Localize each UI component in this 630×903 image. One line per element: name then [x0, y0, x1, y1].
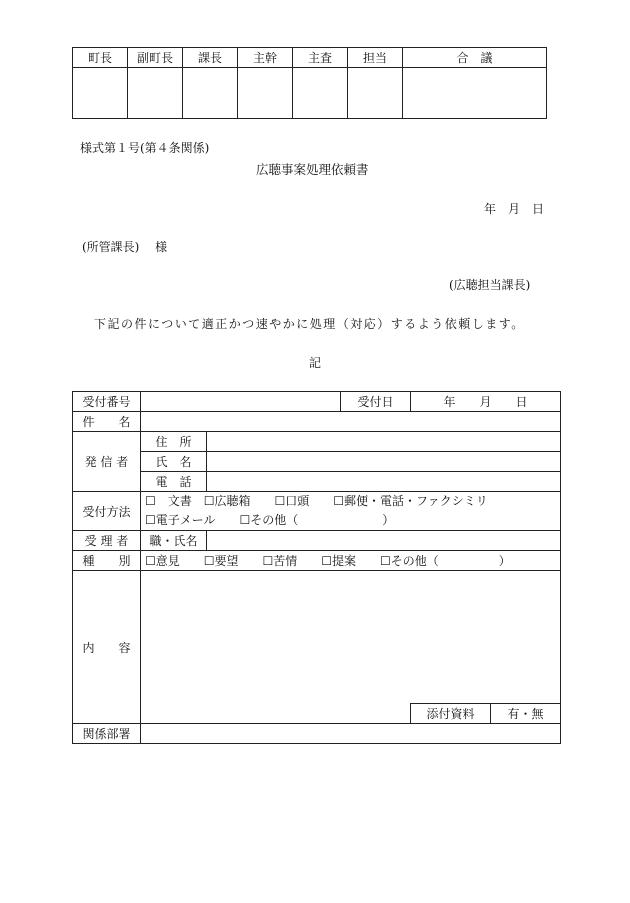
approval-header-mayor: 町長 — [73, 48, 128, 68]
approval-stamp-cell[interactable] — [183, 68, 238, 119]
method-options-line2[interactable]: ☐電子メール ☐その他（ ） — [145, 513, 395, 527]
name-field[interactable] — [207, 452, 561, 472]
addressee: (所管課長) 様 — [82, 240, 168, 254]
address-label: 住 所 — [141, 432, 207, 452]
content-field-bottom[interactable] — [141, 703, 411, 723]
content-label: 内 容 — [73, 571, 141, 724]
approval-header-staff: 担当 — [348, 48, 403, 68]
address-field[interactable] — [207, 432, 561, 452]
receipt-number-label: 受付番号 — [73, 392, 141, 412]
dept-label: 関係部署 — [73, 724, 141, 744]
name-label: 氏 名 — [141, 452, 207, 472]
sender-title: (広聴担当課長) — [449, 278, 531, 292]
sender-label: 発 信 者 — [73, 432, 141, 492]
receipt-number-field[interactable] — [141, 392, 341, 412]
approval-stamp-cell[interactable] — [128, 68, 183, 119]
method-options[interactable] — [141, 492, 561, 531]
phone-label: 電 話 — [141, 472, 207, 492]
receiver-field[interactable] — [207, 531, 561, 551]
request-details-table — [72, 391, 561, 744]
approval-stamp-cell[interactable] — [293, 68, 348, 119]
method-options-line1[interactable]: ☐ 文書 ☐広聴箱 ☐口頭 ☐郵便・電話・ファクシミリ — [145, 494, 488, 508]
date-line: 年 月 日 — [484, 202, 545, 216]
form-number: 様式第１号(第４条関係) — [80, 141, 210, 155]
approval-header-chief-officer: 主幹 — [238, 48, 293, 68]
type-label: 種 別 — [73, 551, 141, 571]
approval-stamp-cell[interactable] — [403, 68, 547, 119]
approval-stamp-cell[interactable] — [73, 68, 128, 119]
type-options[interactable]: ☐意見 ☐要望 ☐苦情 ☐提案 ☐その他（ ） — [141, 551, 561, 571]
approval-stamp-table — [72, 47, 547, 119]
phone-field[interactable] — [207, 472, 561, 492]
approval-header-consultation: 合 議 — [403, 48, 547, 68]
approval-stamp-cell[interactable] — [238, 68, 293, 119]
method-label: 受付方法 — [73, 492, 141, 531]
approval-header-deputy-mayor: 副町長 — [128, 48, 183, 68]
content-field[interactable] — [141, 571, 561, 704]
subject-label: 件 名 — [73, 412, 141, 432]
ki-heading: 記 — [309, 356, 322, 370]
approval-header-section-chief: 課長 — [183, 48, 238, 68]
receiver-sub-label: 職・氏名 — [141, 531, 207, 551]
receipt-date-field[interactable]: 年 月 日 — [411, 392, 561, 412]
request-body-text: 下記の件について適正かつ速やかに処理（対応）するよう依頼します。 — [94, 317, 525, 331]
attachment-label: 添付資料 — [411, 703, 491, 723]
approval-stamp-cell[interactable] — [348, 68, 403, 119]
receiver-label: 受 理 者 — [73, 531, 141, 551]
receipt-date-label: 受付日 — [341, 392, 411, 412]
dept-field[interactable] — [141, 724, 561, 744]
approval-header-inspector: 主査 — [293, 48, 348, 68]
attachment-value[interactable]: 有・無 — [491, 703, 561, 723]
subject-field[interactable] — [141, 412, 561, 432]
document-title: 広聴事案処理依頼書 — [256, 162, 369, 177]
